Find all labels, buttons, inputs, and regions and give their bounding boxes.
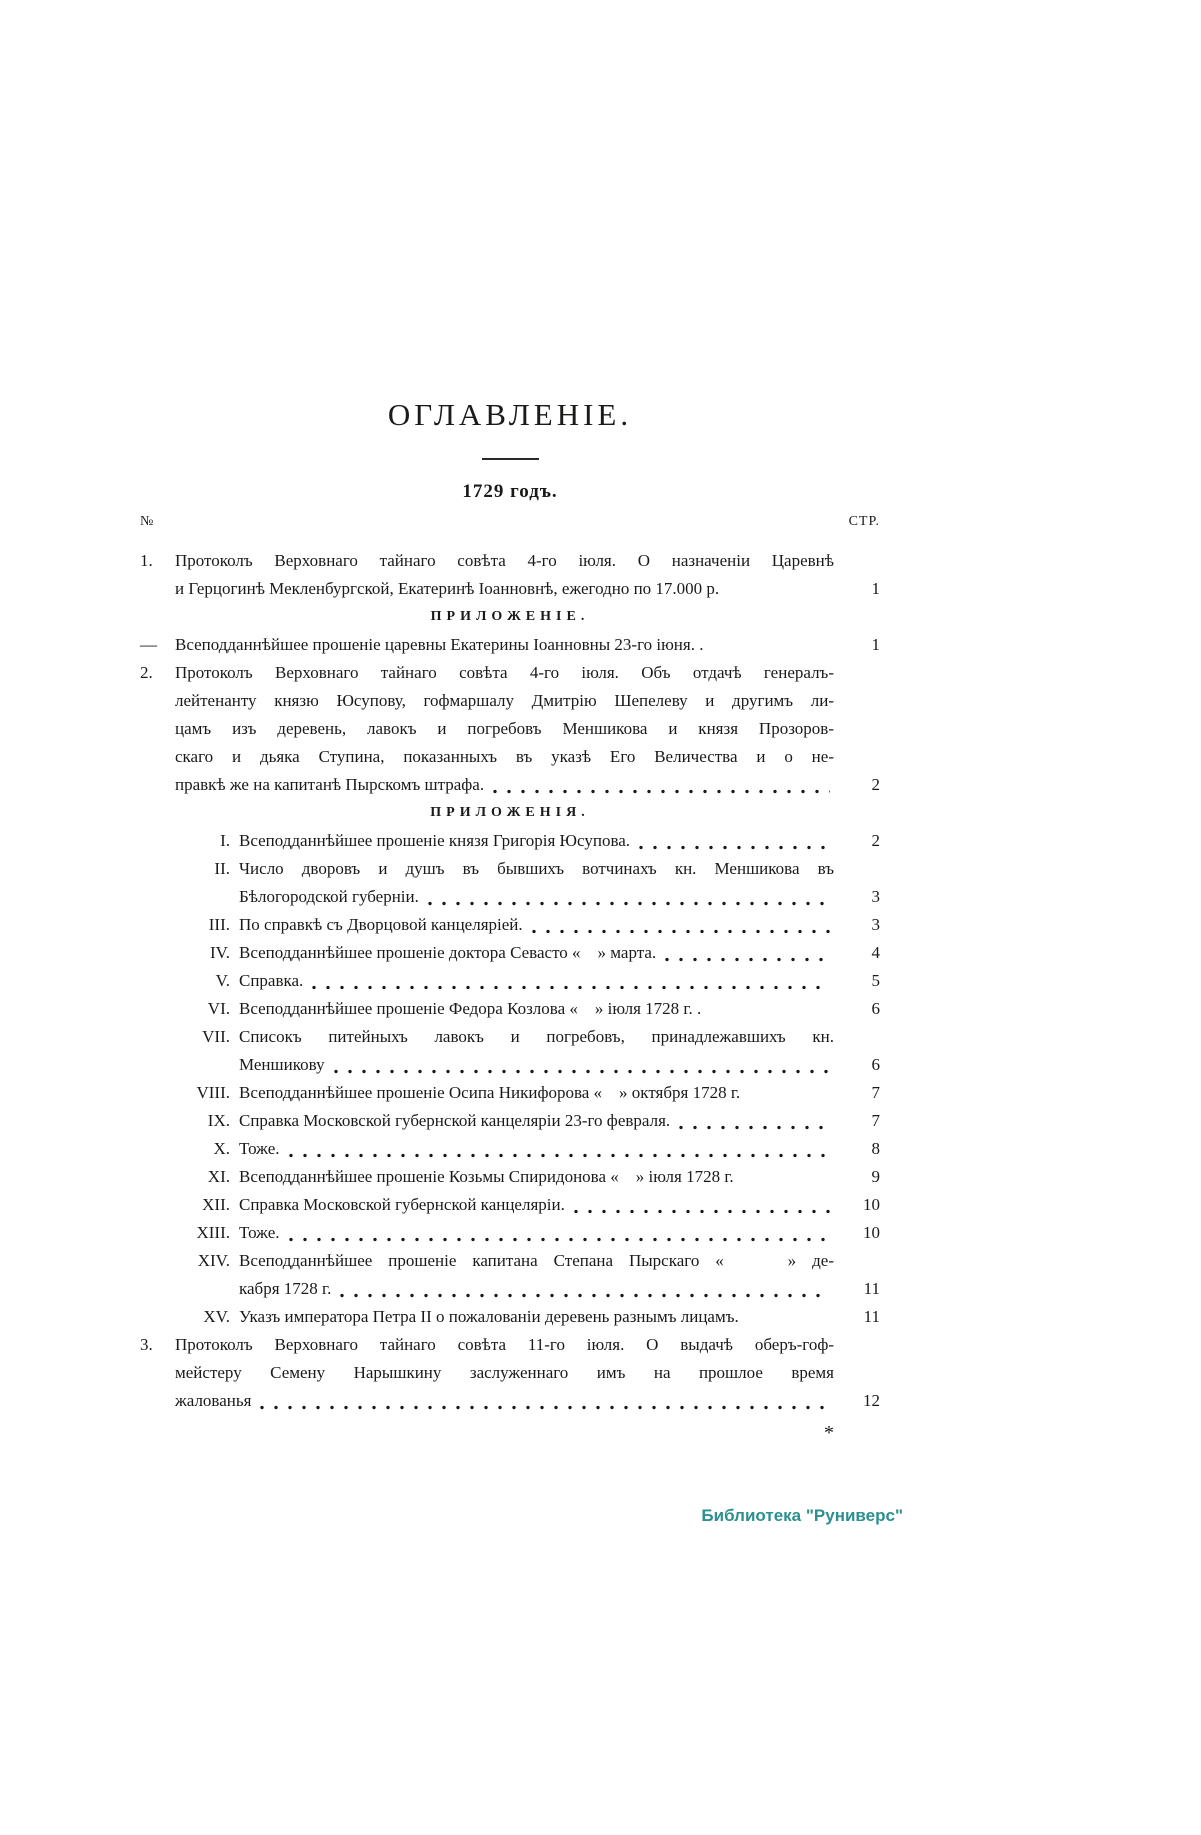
entry-page-number: 12 — [863, 1391, 880, 1410]
toc-entry — [140, 995, 880, 1023]
entry-page-number: 2 — [871, 775, 880, 794]
dot-leader — [289, 1153, 831, 1158]
entry-text-line: Списокъ питейныхъ лавокъ и погребовъ, принадлежавшихъ кн. — [239, 1027, 834, 1046]
entry-text-line: цамъ изъ деревень, лавокъ и погребовъ Меншикова и князя Прозоров- — [175, 719, 834, 738]
entry-page-number: 8 — [871, 1139, 880, 1158]
entry-number: III. — [208, 915, 230, 934]
entry-text-line — [239, 883, 834, 911]
entry-line-text: Меншикову — [239, 1055, 325, 1074]
dot-leader — [312, 985, 830, 990]
entry-number: XI. — [207, 1167, 230, 1186]
section-heading — [140, 603, 880, 631]
entry-text-line: Протоколъ Верховнаго тайнаго совѣта 11-го іюля. О выдачѣ оберъ-гоф- — [175, 1335, 834, 1354]
entry-number: V. — [215, 971, 230, 990]
entry-number: VIII. — [196, 1083, 230, 1102]
entry-page-number: 7 — [871, 1111, 880, 1130]
entry-page-number: 11 — [863, 1307, 880, 1326]
entry-text-line: мейстеру Семену Нарышкину заслуженнаго имъ на прошлое время — [175, 1363, 834, 1382]
entry-text-line — [239, 1191, 834, 1219]
entry-line-text: правкѣ же на капитанѣ Пырскомъ штрафа. — [175, 775, 485, 794]
entry-text-line — [239, 1275, 834, 1303]
entry-text-line — [239, 1219, 834, 1247]
entry-page-number: 6 — [871, 999, 880, 1018]
entry-line-text: Всеподданнѣйшее прошеніе князя Григорія Юсупова. — [239, 831, 631, 850]
dot-leader — [334, 1069, 830, 1074]
entry-text-line — [239, 967, 834, 995]
dot-leader — [679, 1125, 830, 1130]
entry-line-text: Бѣлогородской губерніи. — [239, 887, 419, 906]
entry-text — [175, 659, 834, 799]
entry-number: XV. — [203, 1307, 230, 1326]
dot-leader — [289, 1237, 831, 1242]
entry-text-line: скаго и дьяка Ступина, показанныхъ въ указѣ Его Величества и о не- — [175, 747, 834, 766]
entry-text — [239, 995, 834, 1023]
toc-entry — [140, 1303, 880, 1331]
entry-text-line: Протоколъ Верховнаго тайнаго совѣта 4-го іюля. О назначеніи Царевнѣ — [175, 551, 834, 570]
dot-leader — [428, 901, 830, 906]
toc-entry — [140, 967, 880, 995]
entry-text-line — [175, 1387, 834, 1415]
entry-text-line: Указъ императора Петра II о пожалованіи деревень разнымъ лицамъ. — [239, 1307, 739, 1326]
entry-text — [239, 1135, 834, 1163]
dot-leader — [260, 1405, 830, 1410]
section-heading — [140, 799, 880, 827]
entry-text-line — [239, 827, 834, 855]
entry-line-text: Всеподданнѣйшее прошеніе доктора Севасто « » марта. — [239, 943, 657, 962]
entry-page-number: 7 — [871, 1083, 880, 1102]
entry-text-line: Всеподданнѣйшее прошеніе Федора Козлова « » іюля 1728 г. . — [239, 999, 702, 1018]
entry-text-line — [239, 1051, 834, 1079]
scanned-page — [140, 398, 880, 1415]
entry-line-text: Тоже. — [239, 1223, 280, 1242]
entry-line-text: Тоже. — [239, 1139, 280, 1158]
entry-number: — — [140, 635, 157, 654]
number-column-header: № — [140, 514, 154, 529]
entry-number: VI. — [207, 999, 230, 1018]
toc-entry — [140, 911, 880, 939]
entry-text-line — [239, 911, 834, 939]
section-heading-label: ПРИЛОЖЕНІЕ. — [430, 609, 590, 624]
toc-entry — [140, 1331, 880, 1415]
toc-entry — [140, 547, 880, 603]
entry-number: XIII. — [196, 1223, 230, 1242]
entry-text-line: лейтенанту князю Юсупову, гофмаршалу Дмитрію Шепелеву и другимъ ли- — [175, 691, 834, 710]
entry-text-line: Протоколъ Верховнаго тайнаго совѣта 4-го іюля. Объ отдачѣ генералъ- — [175, 663, 834, 682]
entry-text-line: Всеподданнѣйшее прошеніе капитана Степана Пырскаго « » де- — [239, 1251, 834, 1270]
footnote-asterisk: * — [824, 1422, 834, 1444]
entry-number: I. — [220, 831, 230, 850]
dot-leader — [532, 929, 830, 934]
entry-page-number: 1 — [871, 635, 880, 654]
entry-page-number: 3 — [871, 887, 880, 906]
entry-text — [239, 827, 834, 855]
entry-page-number: 6 — [871, 1055, 880, 1074]
entry-text-line: Всеподданнѣйшее прошеніе Осипа Никифорова « » октября 1728 г. — [239, 1083, 741, 1102]
entry-text — [239, 1303, 834, 1331]
entry-page-number: 10 — [863, 1223, 880, 1242]
entry-text-line: Всеподданнѣйшее прошеніе Козьмы Спиридонова « » іюля 1728 г. — [239, 1167, 734, 1186]
entry-line-text: Справка Московской губернской канцеляріи 23-го февраля. — [239, 1111, 671, 1130]
entry-number: IX. — [207, 1111, 230, 1130]
entry-page-number: 9 — [871, 1167, 880, 1186]
entry-text — [239, 855, 834, 911]
column-headers — [140, 513, 880, 531]
entry-number: X. — [213, 1139, 230, 1158]
page-column-header: СТР. — [848, 514, 880, 529]
page-title: ОГЛАВЛЕНІЕ. — [387, 397, 633, 432]
entry-page-number: 4 — [871, 943, 880, 962]
toc-entry — [140, 631, 880, 659]
toc-entry — [140, 1135, 880, 1163]
toc-entry — [140, 1219, 880, 1247]
entry-text — [175, 631, 834, 659]
entry-line-text: Справка. — [239, 971, 304, 990]
entry-text-line: Число дворовъ и душъ въ бывшихъ вотчинахъ кн. Меншикова въ — [239, 859, 834, 878]
entry-text — [239, 911, 834, 939]
entry-page-number: 3 — [871, 915, 880, 934]
entry-text — [239, 1163, 834, 1191]
toc-entry — [140, 1107, 880, 1135]
entry-number: II. — [214, 859, 230, 878]
entry-text — [239, 939, 834, 967]
toc-entry — [140, 1079, 880, 1107]
toc-entry — [140, 1023, 880, 1079]
entry-text — [175, 547, 834, 603]
toc-entry — [140, 827, 880, 855]
divider-rule — [482, 458, 539, 460]
entry-text — [239, 1107, 834, 1135]
entry-number: 1. — [140, 551, 153, 570]
toc-entry — [140, 1247, 880, 1303]
toc-entry — [140, 939, 880, 967]
entry-text-line — [239, 939, 834, 967]
entry-number: 2. — [140, 663, 153, 682]
entry-line-text: кабря 1728 г. — [239, 1279, 332, 1298]
entry-text-line — [239, 1135, 834, 1163]
entry-page-number: 10 — [863, 1195, 880, 1214]
toc-entry — [140, 659, 880, 799]
entry-text — [239, 1191, 834, 1219]
entry-text-line: и Герцогинѣ Мекленбургской, Екатеринѣ Іоанновнѣ, ежегодно по 17.000 р. — [175, 579, 720, 598]
entry-text — [175, 1331, 834, 1415]
entry-page-number: 11 — [863, 1279, 880, 1298]
entry-number: 3. — [140, 1335, 153, 1354]
library-watermark: Библиотека "Руниверс" — [701, 1506, 903, 1525]
entry-text-line — [239, 1107, 834, 1135]
entry-page-number: 1 — [871, 579, 880, 598]
entry-number: VII. — [202, 1027, 230, 1046]
entry-text — [239, 967, 834, 995]
year-heading: 1729 годъ. — [462, 481, 558, 502]
dot-leader — [340, 1293, 830, 1298]
entry-number: XIV. — [197, 1251, 230, 1270]
entry-text-line: Всеподданнѣйшее прошеніе царевны Екатерины Іоанновны 23-го іюня. . — [175, 635, 704, 654]
toc-entries — [140, 547, 880, 1415]
toc-entry — [140, 1163, 880, 1191]
entry-text — [239, 1247, 834, 1303]
dot-leader — [493, 789, 830, 794]
entry-line-text: По справкѣ съ Дворцовой канцеляріей. — [239, 915, 523, 934]
entry-line-text: Справка Московской губернской канцеляріи. — [239, 1195, 565, 1214]
entry-text — [239, 1079, 834, 1107]
entry-number: XII. — [202, 1195, 230, 1214]
entry-text — [239, 1219, 834, 1247]
dot-leader — [639, 845, 830, 850]
entry-number: IV. — [210, 943, 230, 962]
section-heading-label: ПРИЛОЖЕНІЯ. — [430, 805, 590, 820]
entry-text — [239, 1023, 834, 1079]
entry-text-line — [175, 771, 834, 799]
dot-leader — [574, 1209, 830, 1214]
toc-entry — [140, 1191, 880, 1219]
entry-page-number: 2 — [871, 831, 880, 850]
toc-entry — [140, 855, 880, 911]
dot-leader — [665, 957, 830, 962]
entry-page-number: 5 — [871, 971, 880, 990]
entry-line-text: жалованья — [175, 1391, 252, 1410]
